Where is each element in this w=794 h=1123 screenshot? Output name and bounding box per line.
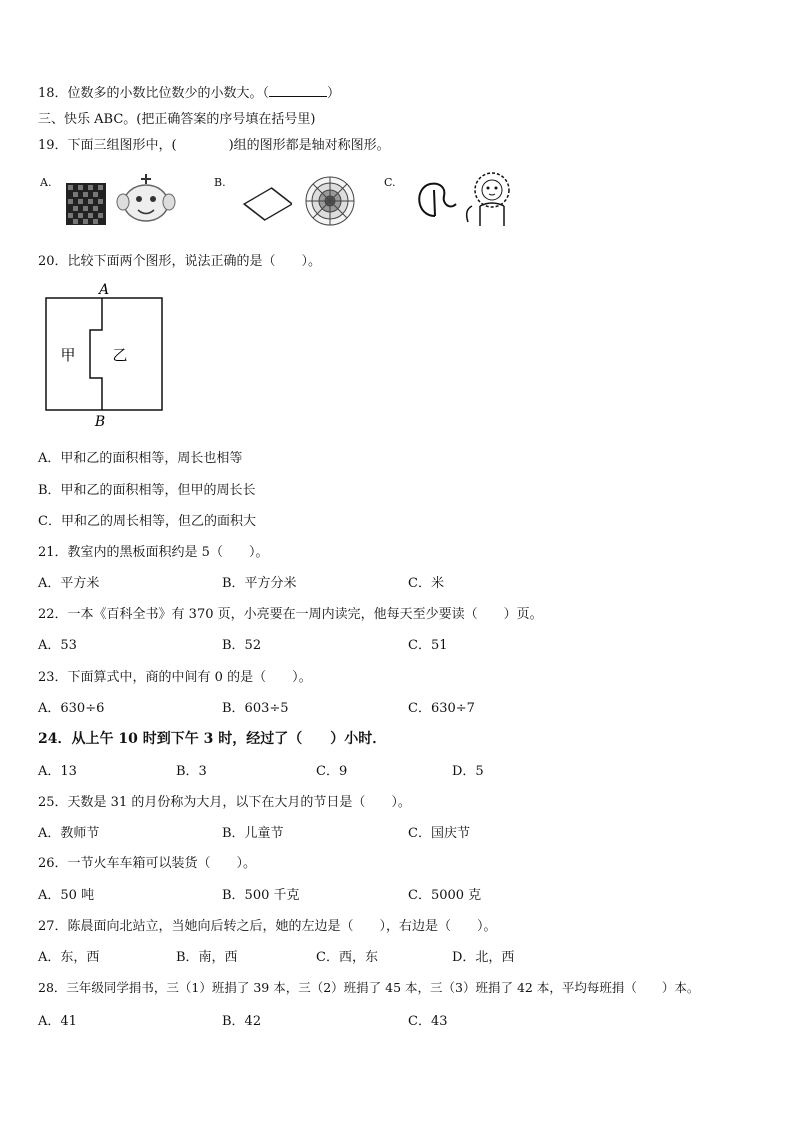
question-23-option-a[interactable]: A．630÷6 — [38, 701, 105, 716]
question-23-option-c[interactable]: C．630÷7 — [408, 701, 475, 716]
shape-yi-label: 乙 — [112, 346, 128, 364]
shape-jia-label: 甲 — [60, 346, 76, 364]
question-27-option-a[interactable]: A．东，西 — [38, 950, 100, 965]
question-28-option-a[interactable]: A．41 — [38, 1014, 77, 1029]
question-24-option-c[interactable]: C．9 — [316, 764, 348, 779]
question-26-option-b[interactable]: B．500 千克 — [222, 888, 300, 903]
question-25-text: 25．天数是 31 的月份称为大月，以下在大月的节日是（ ）。 — [38, 795, 411, 810]
question-18-close: ） — [327, 86, 341, 101]
question-21-text: 21．教室内的黑板面积约是 5（ ）。 — [38, 545, 269, 560]
answer-blank[interactable] — [269, 84, 327, 97]
question-20-text: 20．比较下面两个图形，说法正确的是（ ）。 — [38, 254, 322, 269]
question-25-option-c[interactable]: C．国庆节 — [408, 826, 470, 841]
option-a-label: A. — [40, 176, 52, 189]
question-24-option-b[interactable]: B．3 — [176, 764, 207, 779]
question-26-option-c[interactable]: C．5000 克 — [408, 888, 482, 903]
question-27-option-b[interactable]: B．南，西 — [176, 950, 238, 965]
option-b-label: B. — [214, 176, 226, 189]
question-27-option-c[interactable]: C．西，东 — [316, 950, 378, 965]
option-c-label: C. — [384, 176, 396, 189]
question-18 — [38, 82, 340, 101]
question-25-option-b[interactable]: B．儿童节 — [222, 826, 284, 841]
question-20-option-a[interactable]: A．甲和乙的面积相等，周长也相等 — [38, 451, 243, 466]
question-27-option-d[interactable]: D．北，西 — [452, 950, 515, 965]
point-a-label: A — [98, 282, 110, 298]
question-19-text: 19．下面三组图形中，( )组的图形都是轴对称图形。 — [38, 138, 390, 153]
question-28-option-b[interactable]: B．42 — [222, 1014, 262, 1029]
question-24-option-a[interactable]: A．13 — [38, 764, 77, 779]
question-24-option-d[interactable]: D．5 — [452, 764, 484, 779]
rhombus-icon — [240, 186, 292, 222]
checker-pattern-icon — [66, 183, 106, 225]
sunflower-icon — [304, 175, 356, 227]
question-22-option-a[interactable]: A．53 — [38, 638, 77, 653]
question-28-text: 28．三年级同学捐书，三（1）班捐了 39 本，三（2）班捐了 45 本，三（3）班捐了 42 本，平均每班捐（ ）本。 — [38, 980, 700, 995]
question-26-option-a[interactable]: A．50 吨 — [38, 888, 95, 903]
shape-comparison-diagram — [40, 280, 170, 430]
lion-icon — [462, 170, 524, 228]
section-heading: 三、快乐 ABC。(把正确答案的序号填在括号里) — [38, 112, 316, 127]
question-21-option-b[interactable]: B．平方分米 — [222, 576, 297, 591]
question-21-option-a[interactable]: A．平方米 — [38, 576, 100, 591]
question-23-option-b[interactable]: B．603÷5 — [222, 701, 289, 716]
question-26-text: 26．一节火车车箱可以装货（ ）。 — [38, 856, 257, 871]
question-22-text: 22．一本《百科全书》有 370 页，小亮要在一周内读完，他每天至少要读（ ）页。 — [38, 607, 543, 622]
monkey-head-icon — [114, 172, 178, 226]
question-20-option-c[interactable]: C．甲和乙的周长相等，但乙的面积大 — [38, 514, 256, 529]
point-b-label: B — [94, 414, 106, 430]
question-22-option-c[interactable]: C．51 — [408, 638, 448, 653]
question-23-text: 23．下面算式中，商的中间有 0 的是（ ）。 — [38, 670, 312, 685]
question-28-option-c[interactable]: C．43 — [408, 1014, 448, 1029]
leaf-icon — [412, 180, 458, 220]
question-20-option-b[interactable]: B．甲和乙的面积相等，但甲的周长长 — [38, 483, 256, 498]
question-22-option-b[interactable]: B．52 — [222, 638, 262, 653]
question-18-text: 18．位数多的小数比位数少的小数大。（ — [38, 86, 270, 101]
question-25-option-a[interactable]: A．教师节 — [38, 826, 100, 841]
question-21-option-c[interactable]: C．米 — [408, 576, 444, 591]
question-24-text: 24．从上午 10 时到下午 3 时，经过了（ ）小时． — [38, 731, 387, 747]
question-27-text: 27．陈晨面向北站立，当她向后转之后，她的左边是（ ），右边是（ ）。 — [38, 919, 497, 934]
